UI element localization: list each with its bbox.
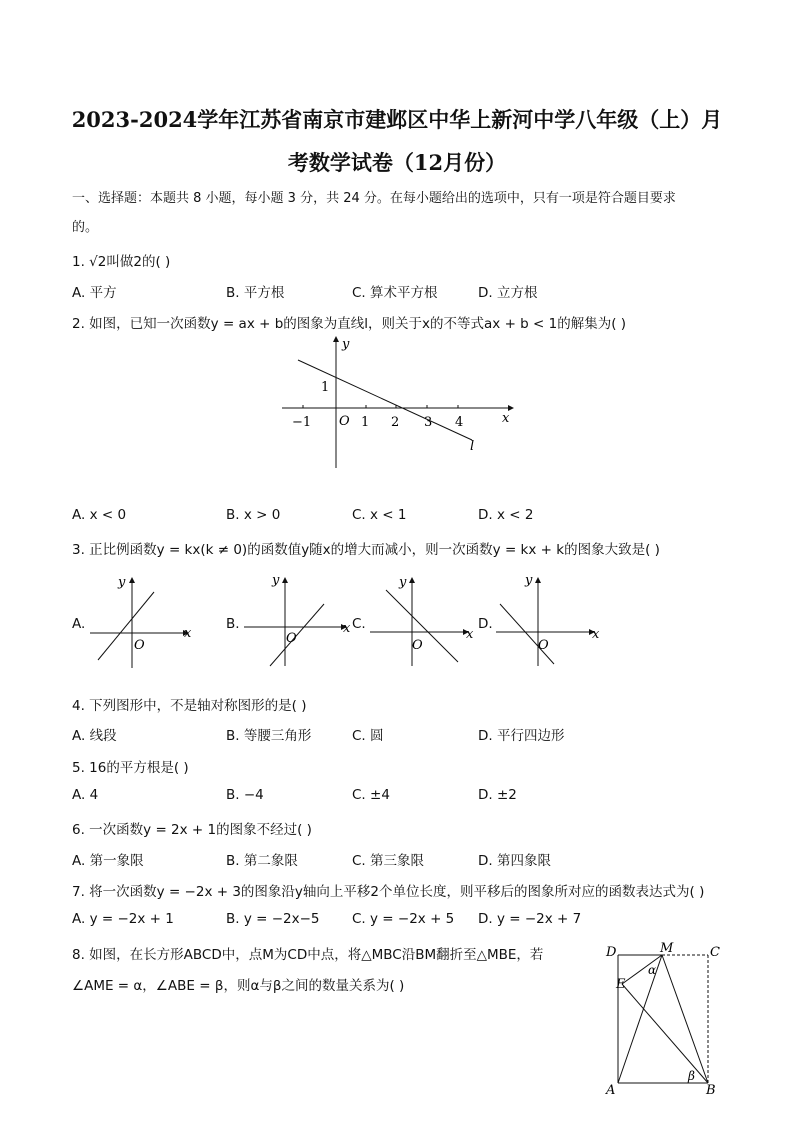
question-6-option-c: C. 第三象限: [352, 853, 425, 869]
q2-y-arrow: [333, 336, 339, 342]
question-2-stem: 2. 如图，已知一次函数y = ax + b的图象为直线l，则关于x的不等式ax + b < 1的解集为( ): [72, 316, 627, 332]
q8-segment-mb: [662, 955, 708, 1083]
question-7-option-a: A. y = −2x + 1: [72, 911, 174, 927]
exam-title-line-2: 考数学试卷（12月份）: [287, 150, 507, 175]
question-6-stem: 6. 一次函数y = 2x + 1的图象不经过( ): [72, 822, 312, 838]
question-1-option-c: C. 算术平方根: [352, 285, 438, 301]
q3-b-line: [270, 604, 324, 666]
q2-label-neg1: −1: [292, 415, 312, 430]
question-5-option-d: D. ±2: [478, 787, 517, 803]
question-6-option-b: B. 第二象限: [226, 853, 298, 869]
svg-text:y: y: [399, 575, 407, 590]
q2-label-3: 3: [424, 415, 433, 430]
q2-label-4: 4: [455, 415, 464, 430]
question-4-stem: 4. 下列图形中，不是轴对称图形的是( ): [72, 698, 307, 714]
q2-line-l: [298, 360, 472, 440]
question-2-option-a: A. x < 0: [72, 507, 127, 523]
svg-text:y: y: [525, 573, 533, 588]
question-3-stem: 3. 正比例函数y = kx(k ≠ 0)的函数值y随x的增大而减小，则一次函数y = kx + k的图象大致是( ): [72, 542, 660, 558]
question-1-option-a: A. 平方: [72, 285, 117, 301]
svg-text:y: y: [272, 573, 280, 588]
question-8-stem-line-1: 8. 如图，在长方形ABCD中，点M为CD中点，将△MBC沿BM翻折至△MBE，若: [72, 947, 544, 963]
question-7-option-c: C. y = −2x + 5: [352, 911, 455, 927]
question-3-option-c-letter: C.: [352, 616, 366, 632]
question-6-option-a: A. 第一象限: [72, 853, 144, 869]
q3-a-line: [98, 592, 154, 660]
question-8-figure: [598, 936, 728, 1104]
q8-label-c: C: [710, 945, 720, 960]
question-7-stem: 7. 将一次函数y = −2x + 3的图象沿y轴向上平移2个单位长度，则平移后的图象所对应的函数表达式为( ): [72, 884, 705, 900]
question-4-option-a: A. 线段: [72, 728, 117, 744]
q3-d-line: [500, 604, 554, 664]
question-7-option-b: B. y = −2x−5: [226, 911, 320, 927]
q8-label-alpha: α: [648, 963, 657, 977]
question-2-option-b: B. x > 0: [226, 507, 281, 523]
question-7-option-d: D. y = −2x + 7: [478, 911, 582, 927]
svg-text:x: x: [343, 621, 351, 636]
question-4-option-c: C. 圆: [352, 728, 384, 744]
q2-label-y: y: [342, 337, 350, 352]
q2-label-1: 1: [361, 415, 370, 430]
question-4-option-d: D. 平行四边形: [478, 728, 565, 744]
q2-label-2: 2: [391, 415, 400, 430]
question-3-option-b-letter: B.: [226, 616, 240, 632]
question-3-option-a-letter: A.: [72, 616, 86, 632]
section-instruction-2: 的。: [72, 220, 99, 235]
question-5-option-b: B. −4: [226, 787, 264, 803]
question-6-option-d: D. 第四象限: [478, 853, 551, 869]
q8-label-d: D: [606, 945, 617, 960]
question-5-option-c: C. ±4: [352, 787, 390, 803]
svg-text:O: O: [134, 638, 145, 653]
svg-text:x: x: [466, 627, 474, 642]
question-3-graph-b: [240, 570, 360, 670]
q2-label-origin: O: [339, 414, 350, 429]
question-3-graph-c: [368, 570, 478, 670]
q8-label-b: B: [706, 1083, 716, 1098]
svg-text:O: O: [286, 631, 297, 646]
svg-text:x: x: [184, 626, 192, 641]
question-3-graph-d: [494, 570, 604, 670]
question-4-option-b: B. 等腰三角形: [226, 728, 312, 744]
svg-text:O: O: [538, 638, 549, 653]
q8-label-m: M: [660, 941, 674, 956]
q2-label-y1: 1: [321, 380, 330, 395]
question-3-option-d-letter: D.: [478, 616, 493, 632]
svg-text:y: y: [118, 575, 126, 590]
section-instruction-1: 一、选择题：本题共 8 小题，每小题 3 分，共 24 分。在每小题给出的选项中，只有一项是符合题目要求: [72, 191, 676, 206]
question-5-stem: 5. 16的平方根是( ): [72, 760, 189, 776]
question-5-option-a: A. 4: [72, 787, 99, 803]
question-8-stem-line-2: ∠AME = α，∠ABE = β，则α与β之间的数量关系为( ): [72, 978, 405, 994]
q8-label-a: A: [606, 1083, 616, 1098]
q8-label-e: E: [616, 977, 626, 992]
question-2-option-d: D. x < 2: [478, 507, 534, 523]
q2-label-l: l: [470, 439, 475, 454]
question-1-stem: 1. √2叫做2的( ): [72, 254, 171, 270]
question-2-option-c: C. x < 1: [352, 507, 407, 523]
svg-text:O: O: [412, 638, 423, 653]
question-3-graph-a: [86, 570, 196, 670]
q8-label-beta: β: [688, 1069, 695, 1083]
question-1-option-b: B. 平方根: [226, 285, 285, 301]
question-2-graph: [276, 332, 516, 472]
q2-label-x: x: [502, 411, 510, 426]
question-1-option-d: D. 立方根: [478, 285, 538, 301]
exam-title-line-1: 2023-2024学年江苏省南京市建邺区中华上新河中学八年级（上）月: [71, 107, 723, 132]
svg-text:x: x: [592, 627, 600, 642]
